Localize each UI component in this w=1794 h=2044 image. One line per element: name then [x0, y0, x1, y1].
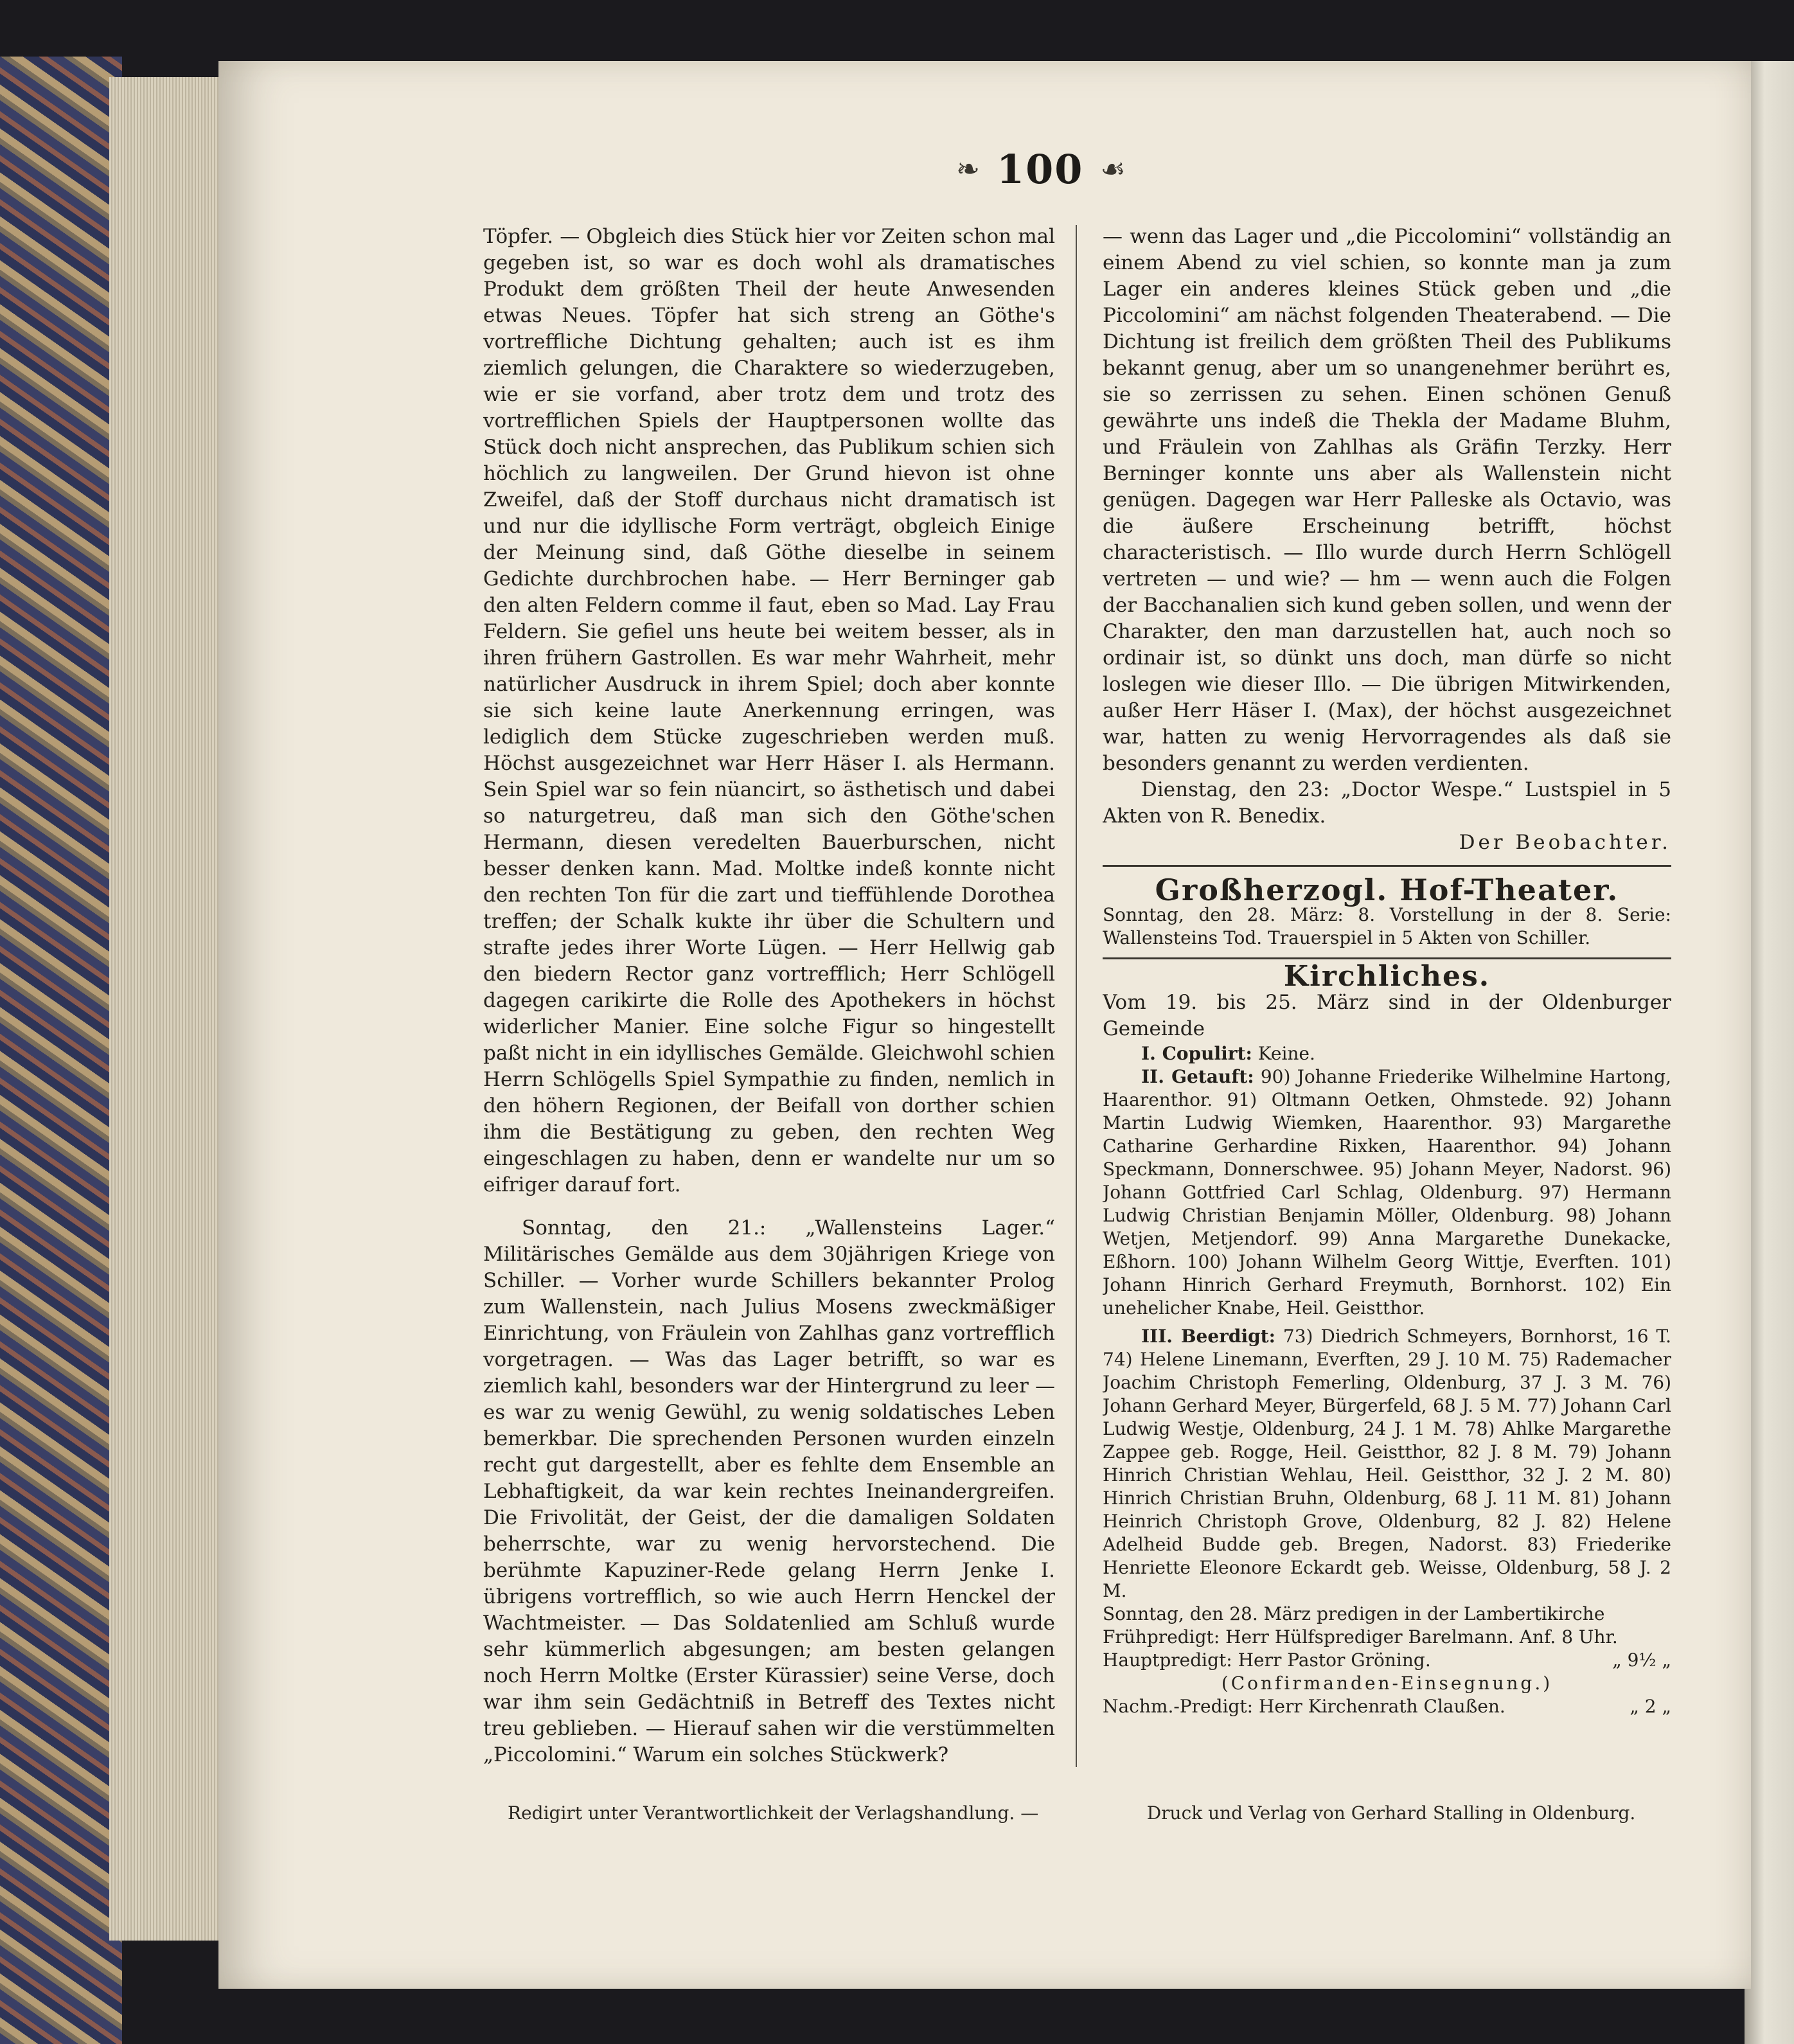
hauptpredigt-text: Herr Pastor Gröning. [1238, 1649, 1431, 1671]
fruhpredigt-label: Frühpredigt: [1103, 1626, 1220, 1648]
marbled-cover [0, 57, 122, 2044]
hauptpredigt-time: „ 9½ „ [1612, 1649, 1671, 1671]
beerdigt-text: 73) Diedrich Schmeyers, Bornhorst, 16 T. 74) Helene Linemann, Everften, 29 J. 10 M. 75) Rademacher Joachim Christoph Femerling, Oldenburg, 37 J. 3 M. 76) Johann Gerhard Meyer, Bürgerfeld, 68 J. 5 M. 77) Johann Carl Ludwig Westje, Oldenburg, 24 J. 1 M. 78) Ahlke Margarethe Zappee geb. Rogge, Heil. Geistthor, 82 J. 8 M. 79) Johann Hinrich Christian Wehlau, Heil. Geistthor, 32 J. 2 M. 80) Hinrich Christian Bruhn, Oldenburg, 68 J. 11 M. 81) Johann Heinrich Christoph Grove, Oldenburg, 82 J. 82) Helene Adelheid Budde geb. Bregen, Nadorst. 83) Friederike Henriette Eleonore Eckardt geb. Weisse, Oldenburg, 58 J. 2 M. [1103, 1326, 1671, 1601]
konfirmation-note: (Confirmanden-Einsegnung.) [1221, 1673, 1553, 1694]
church-heading: Kirchliches. [1283, 960, 1491, 993]
footer-editorial: Redigirt unter Verantwortlichkeit der Verlagshandlung. — [508, 1802, 1039, 1824]
getauft-label: II. Getauft: [1141, 1066, 1254, 1087]
review-paragraph-hermann: Töpfer. — Obgleich dies Stück hier vor Zeiten schon mal gegeben ist, so war es doch wohl als dramatisches Produkt dem größten Theil der heute Anwesenden etwas Neues. Töpfer hat sich streng an Göthe's vortreffliche Dichtung gehalten; auch ist es ihm ziemlich gelungen, die Charaktere so wiederzugeben, wie er sie vorfand, aber trotz dem und trotz des vortrefflichen Spiels der Hauptpersonen wollte das Stück doch nicht ansprechen, das Publikum schien sich höchlich zu langweilen. Der Grund hievon ist ohne Zweifel, daß der Stoff durchaus nicht dramatisch ist und nur die idyllische Form verträgt, obgleich Einige der Meinung sind, daß Göthe dieselbe in seinem Gedichte durchbrochen habe. — Herr Berninger gab den alten Feldern comme il faut, eben so Mad. Lay Frau Feldern. Sie gefiel uns heute bei weitem besser, als in ihren frühern Gastrollen. Es war mehr Wahrheit, mehr natürlicher Ausdruck in ihrem Spiel; doch aber konnte sie sich keine laute Anerkennung erringen, was lediglich dem Stücke zugeschrieben werden muß. Höchst ausgezeichnet war Herr Häser I. als Hermann. Sein Spiel war so fein nüancirt, so ästhetisch und dabei so naturgetreu, daß man sich den Göthe'schen Hermann, diesen veredelten Bauerburschen, nicht besser denken kann. Mad. Moltke indeß konnte nicht den rechten Ton für die zart und tieffühlende Dorothea treffen; der Schalk kukte ihr über die Schultern und strafte jedes ihrer Worte Lügen. — Herr Hellwig gab den biedern Rector ganz vortrefflich; Herr Schlögell dagegen carikirte die Rolle des Apothekers in höchst widerlicher Manier. Eine solche Figur so hingestellt paßt nicht in ein idyllisches Gemälde. Gleichwohl schien Herrn Schlögells Spiel Sympathie zu finden, nemlich in den höhern Regionen, der Beifall von dorther schien ihm die Bestätigung zu geben, den rechten Weg eingeschlagen zu haben, denn er wandelte nur um so eifriger darauf fort. [483, 225, 1055, 1196]
nachmittagspredigt-label: Nachm.-Predigt: [1103, 1696, 1254, 1717]
getauft-text: 90) Johanne Friederike Wilhelmine Hartong, Haarenthor. 91) Oltmann Oetken, Ohmstede. 92) Johann Martin Ludwig Wiemken, Haarenthor. 93) Margarethe Catharine Gerhardine Rixken, Haarenthor. 94) Johann Speckmann, Donnerschwee. 95) Johann Meyer, Nadorst. 96) Johann Gottfried Carl Schlag, Oldenburg. 97) Hermann Ludwig Christian Benjamin Möller, Oldenburg. 98) Johann Wetjen, Metjendorf. 99) Anna Margarethe Dunekacke, Eßhorn. 100) Johann Wilhelm Georg Wittje, Everften. 101) Johann Hinrich Gerhard Freymuth, Bornhorst. 102) Ein unehelicher Knabe, Heil. Geistthor. [1103, 1066, 1671, 1319]
nachmittagspredigt-line [1103, 1695, 1671, 1718]
footer-publisher: Druck und Verlag von Gerhard Stalling in Oldenburg. [1146, 1802, 1636, 1824]
signature: Der Beobachter. [1459, 831, 1671, 854]
hauptpredigt-line [1103, 1649, 1671, 1672]
ornament-left-icon: ❧ [956, 152, 980, 186]
theater-heading: Großherzogl. Hof-Theater. [1155, 873, 1619, 907]
fruhpredigt-text: Herr Hülfsprediger Barelmann. Anf. 8 Uhr. [1225, 1626, 1618, 1648]
copulirt-label: I. Copulirt: [1141, 1043, 1252, 1064]
sunday-notice: Sonntag, den 28. März predigen in der Lambertikirche [1103, 1603, 1605, 1624]
ornament-right-icon: ☙ [1100, 152, 1126, 186]
section-rule [1103, 957, 1671, 959]
left-column [483, 224, 1055, 1766]
copulirt-text: Keine. [1257, 1043, 1315, 1064]
nachmittagspredigt-text: Herr Kirchenrath Claußen. [1259, 1696, 1505, 1717]
beerdigt-label: III. Beerdigt: [1141, 1326, 1275, 1347]
beerdigt-entry [1103, 1325, 1671, 1603]
hauptpredigt-label: Hauptpredigt: [1103, 1649, 1232, 1671]
church-intro: Vom 19. bis 25. März sind in der Oldenburger Gemeinde [1103, 991, 1671, 1040]
getauft-entry [1103, 1065, 1671, 1320]
column-divider [1076, 225, 1077, 1767]
section-rule [1103, 865, 1671, 867]
review-paragraph-piccolomini: — wenn das Lager und „die Piccolomini“ vollständig an einem Abend zu viel schien, so konnte man ja zum Lager ein anderes kleines Stück geben und „die Piccolomini“ am nächst folgenden Theaterabend. — Die Dichtung ist freilich dem größten Theil des Publikums bekannt genug, aber um so unangenehmer berührt es, sie so zerrissen zu sehen. Einen schönen Genuß gewährte uns indeß die Thekla der Madame Bluhm, und Fräulein von Zahlhas als Gräfin Terzky. Herr Berninger konnte uns aber als Wallenstein nicht genügen. Dagegen war Herr Palleske als Octavio, was die äußere Erscheinung betrifft, höchst characteristisch. — Illo wurde durch Herrn Schlögell vertreten — und wie? — hm — wenn auch die Folgen der Bacchanalien sich kund geben sollen, und wenn der Charakter, den man darzustellen hat, auch noch so ordinair ist, so dünkt uns doch, man dürfe so nicht loslegen wie dieser Illo. — Die übrigen Mitwirkenden, außer Herr Häser I. (Max), der höchst ausgezeichnet war, hatten zu wenig Hervorragendes als daß sie besonders genannt zu werden verdienten. [1103, 225, 1671, 775]
review-paragraph-wallenstein: Sonntag, den 21.: „Wallensteins Lager.“ Militärisches Gemälde aus dem 30jährigen Kriege von Schiller. — Vorher wurde Schillers bekannter Prolog zum Wallenstein, nach Julius Mosens zweckmäßiger Einrichtung, von Fräulein von Zahlhas ganz vortrefflich vorgetragen. — Was das Lager betrifft, so war es ziemlich kahl, besonders war der Hintergrund zu leer — es war zu wenig Gewühl, zu wenig soldatisches Leben bemerkbar. Die sprechenden Personen wurden einzeln recht gut dargestellt, aber es fehlte dem Ensemble an Lebhaftigkeit, da war kein rechtes Ineinandergreifen. Die Frivolität, der Geist, der die damaligen Soldaten beherrschte, war zu wenig hervorstechend. Die berühmte Kapuziner-Rede gelang Herrn Jenke I. übrigens vortrefflich, so wie auch Herrn Henckel der Wachtmeister. — Das Soldatenlied am Schluß wurde sehr kümmerlich abgesungen; am besten gelangen noch Herrn Moltke (Erster Kürassier) seine Verse, doch war ihm sein Gedächtniß in Betreff des Textes nicht treu geblieben. — Hierauf sahen wir die verstümmelten „Piccolomini.“ Warum ein solches Stückwerk? [483, 1216, 1055, 1766]
page-number: 100 [997, 145, 1084, 193]
facing-page-edge [1745, 61, 1794, 2044]
copulirt-entry [1103, 1042, 1671, 1065]
theater-text: Sonntag, den 28. März: 8. Vorstellung in der 8. Serie: Wallensteins Tod. Trauerspiel in 5 Akten von Schiller. [1103, 904, 1671, 948]
page-number-header [925, 147, 1157, 191]
right-column [1103, 224, 1671, 1766]
nachmittagspredigt-time: „ 2 „ [1630, 1696, 1671, 1717]
announcement-tuesday: Dienstag, den 23: „Doctor Wespe.“ Lustspiel in 5 Akten von R. Benedix. [1103, 778, 1671, 828]
fruhpredigt-line [1103, 1626, 1671, 1649]
